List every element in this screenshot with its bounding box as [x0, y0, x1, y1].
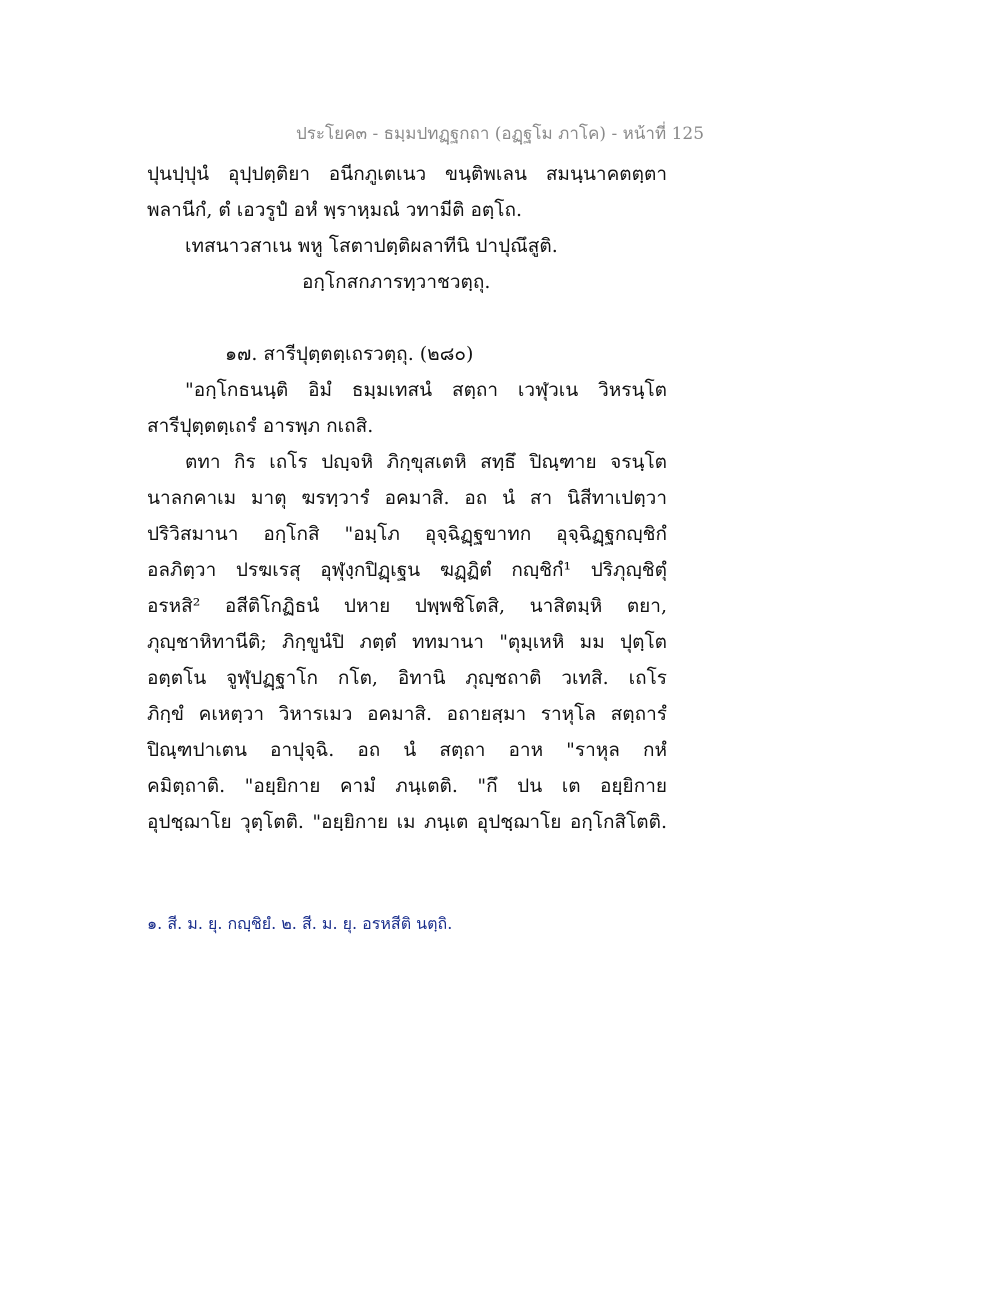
text-line: คมิตฺถาติ. "อยฺยิกาย คามํ ภนฺเตติ. "กึ ปน เต อยฺยิกาย	[147, 775, 667, 797]
text-line: อรหสิ² อสีติโกฏิธนํ ปหาย ปพฺพชิโตสิ, นาสิตมฺหิ ตยา,	[147, 595, 667, 617]
main-text	[147, 156, 667, 840]
text-line: อลภิตฺวา ปรฆเรสุ อุฬุงฺกปิฏฺเฐน ฆฏฺฏิตํ กญฺชิกํ¹ ปริภุญฺชิตุํ	[147, 559, 667, 581]
text-line: ภุญฺชาหิทานีติ; ภิกฺขูนํปิ ภตฺตํ ททมานา "ตุมฺเหหิ มม ปุตฺโต	[147, 631, 667, 653]
text-line: ปิณฺฑปาเตน อาปุจฺฉิ. อถ นํ สตฺถา อาห "ราหุล กหํ	[147, 739, 667, 761]
text-line: อตฺตโน จูฬุปฏฺฐาโก กโต, อิทานิ ภุญฺชถาติ วเทสิ. เถโร	[147, 667, 667, 689]
text-line: พลานีกํ, ตํ เอวรูปํ อหํ พฺราหฺมณํ วทามีติ อตฺโถ.	[147, 199, 523, 221]
footnote: ๑. สี. ม. ยุ. กญฺชิยํ. ๒. สี. ม. ยุ. อรหสีติ นตฺถิ.	[147, 914, 453, 933]
story-end-title: อกฺโกสกภารทฺวาชวตฺถุ.	[302, 271, 491, 293]
text-line: ปุนปฺปุนํ อุปฺปตฺติยา อนีกภูเตเนว ขนฺติพเลน สมนฺนาคตตฺตา	[147, 163, 667, 185]
text-line: เทสนาวสาเน พหู โสตาปตฺติผลาทีนิ ปาปุณึสูติ.	[185, 235, 558, 257]
text-line: ปริวิสมานา อกฺโกสิ "อมฺโภ อุจฺฉิฏฺฐขาทก อุจฺฉิฏฺฐกญฺชิกํ	[147, 523, 667, 545]
text-line: "อกฺโกธนนฺติ อิมํ ธมฺมเทสนํ สตฺถา เวฬุวเน วิหรนฺโต	[185, 379, 667, 401]
blank-line	[147, 300, 667, 336]
section-heading: ๑๗. สารีปุตฺตตฺเถรวตฺถุ. (๒๘๐)	[225, 343, 474, 365]
text-line: ตทา กิร เถโร ปญฺจหิ ภิกฺขุสเตหิ สทฺธึ ปิณฺฑาย จรนฺโต	[185, 451, 667, 473]
text-line: สารีปุตฺตตฺเถรํ อารพฺภ กเถสิ.	[147, 415, 374, 437]
text-line: อุปชฺฌาโย วุตฺโตติ. "อยฺยิกาย เม ภนฺเต อุปชฺฌาโย อกฺโกสิโตติ.	[147, 811, 667, 833]
text-line: นาลกคาเม มาตุ ฆรทฺวารํ อคมาสิ. อถ นํ สา นิสีทาเปตฺวา	[147, 487, 667, 509]
text-line: ภิกฺขํ คเหตฺวา วิหารเมว อคมาสิ. อถายสฺมา ราหุโล สตฺถารํ	[147, 703, 667, 725]
running-header: ประโยค๓ - ธมฺมปทฏฺฐกถา (อฏฺฐโม ภาโค) - หน้าที่ 125	[295, 124, 705, 144]
